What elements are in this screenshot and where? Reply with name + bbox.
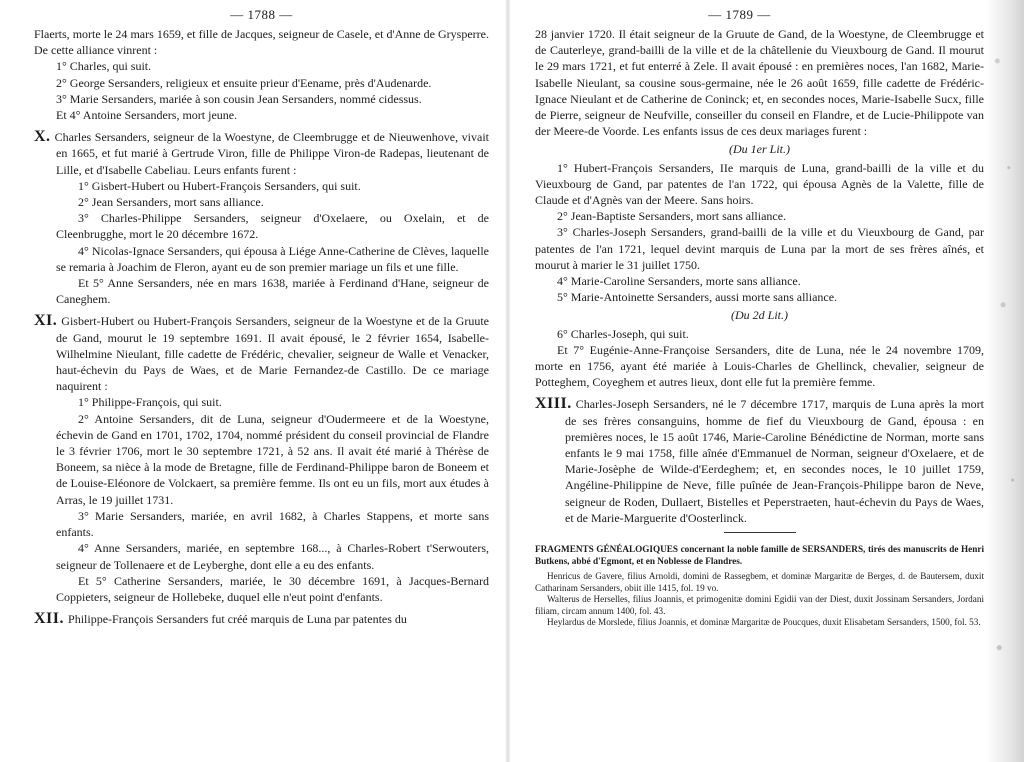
generation-x xyxy=(34,128,489,307)
list-item: 4° Nicolas-Ignace Sersanders, qui épousa à Liége Anne-Catherine de Clèves, laquelle se remaria à Joachim de Fleron, ayant eu de son premier mariage un fils et une fille. xyxy=(56,243,489,274)
generation-text: Philippe-François Sersanders fut créé marquis de Luna par patentes du xyxy=(68,612,407,627)
left-page-number: — 1788 — xyxy=(230,7,293,22)
paragraph: 28 janvier 1720. Il était seigneur de la Gruute de Gand, de la Woestyne, de Cleembrugge et de Cauterleye, grand-bailli de la ville et de la châtellenie du Vieuxbourg de Gand. Il mourut le 29 mars 1721, et fut enterré à Zele. Il avait épousé : en premières noces, l'an 1682, Marie-Isabelle Nieulant, sa cousine sous-germaine, née le 26 août 1659, fille cadette de Frédéric-Ignace Nieulant et de Catherine de Coninck; et, en secondes noces, Marie-Isabelle Sucx, fille de Pierre, seigneur de Neufville, conseiller du conseil en Flandre, et de Lucie-Philippote van der Meere-de Voorde. Les enfants issus de ces deux mariages furent : xyxy=(535,27,984,139)
list-item: 6° Charles-Joseph, qui suit. xyxy=(557,326,689,341)
generation-text: Gisbert-Hubert ou Hubert-François Sersanders, seigneur de la Woestyne et de la Gruute de Gand, mourut le 19 septembre 1691. Il avait épousé, le 2 février 1654, Isabelle-Wilhelmine Nieulant, fille cadette de Frédéric, chevalier, seigneur de Walle et Venacker, haut-échevin du Pays de Waes, et de Marie Fernandez-de Castillo. De ce mariage naquirent : xyxy=(56,314,489,394)
list-item: 2° Antoine Sersanders, dit de Luna, seigneur d'Oudermeere et de la Woestyne, échevin de Gand en 1701, 1702, 1704, nommé président du conseil provincial de Flandre le 3 février 1706, mort le 30 septembre 1721, à 52 ans. Il avait été marié à Thérèse de Boneem, sa nièce à la mode de Bretagne, fille de Ferdinand-Philippe baron de Boneem et de Louise-Eléonore de Volckaert, sa première femme. Ils ont eu un fils, mort aux études à Arras, le 19 juillet 1731. xyxy=(56,411,489,507)
left-page xyxy=(0,0,507,762)
list-item: 4° Marie-Caroline Sersanders, morte sans alliance. xyxy=(557,274,801,289)
generation-xi xyxy=(34,312,489,605)
fragment-line: Heylardus de Morslede, filius Joannis, et dominæ Margaritæ de Poucques, duxit Elisabetam Sersanders, 1500, fol. 53. xyxy=(547,617,981,628)
marriage-heading: (Du 1er Lit.) xyxy=(729,142,790,157)
list-item: 1° Hubert-François Sersanders, IIe marquis de Luna, grand-bailli de la ville et du Vieuxbourg de Gand, par patentes de l'an 1722, qui épousa Agnès de la Valette, fille de Claude et d'Agnès van der Meere. Sans hoirs. xyxy=(535,160,984,208)
right-page-number: — 1789 — xyxy=(708,7,771,22)
generation-text: Charles-Joseph Sersanders, né le 7 décembre 1717, marquis de Luna après la mort de ses frères consanguins, homme de fief du Vieuxbourg de Gand, épousa : en premières noces, le 15 août 1746, Marie-Caroline Bénédictine de Norman, morte sans enfants le 9 mai 1758, fille aînée d'Emmanuel de Norman, seigneur d'Oxelaere, et de Marie-Josèphe de Wilde-d'Eerdeghem; et, en secondes noces, le 10 juillet 1759, Angéline-Philippine de Neve, fille puînée de Jean-François-Philippe baron de Neve, seigneur de Roden, Dullaert, Bistelles et Peperstraeten, haut-échevin du Pays de Waes, et de Marie-Marguerite d'Oosterlinck. xyxy=(565,397,984,525)
list-item: Et 5° Catherine Sersanders, mariée, le 30 décembre 1691, à Jacques-Bernard Coppieters, seigneur de Hollebeke, duquel elle n'eut point d'enfants. xyxy=(56,573,489,604)
generation-numeral: XIII. xyxy=(535,395,572,413)
right-page xyxy=(507,0,1024,762)
generation-numeral: XI. xyxy=(34,312,58,330)
scan-edge-shadow xyxy=(986,0,1024,762)
fragment-line: Walterus de Herselles, filius Joannis, et primogenitæ domini Egidii van der Diest, duxit Jossinam Sersanders, Jordani filiam, circam annum 1400, fol. 43. xyxy=(535,594,984,616)
list-item: 2° George Sersanders, religieux et ensuite prieur d'Eename, près d'Audenarde. xyxy=(56,75,432,90)
list-item: 1° Gisbert-Hubert ou Hubert-François Sersanders, qui suit. xyxy=(78,178,361,193)
marriage-heading: (Du 2d Lit.) xyxy=(731,308,788,323)
generation-text: Charles Sersanders, seigneur de la Woestyne, de Cleembrugge et de Nieuwenhove, vivait en 1665, et fut marié à Gertrude Viron, fille de Philippe Viron-de Radepas, lieutenant de Lille, et d'Isabelle Cabeliau. Leurs enfants furent : xyxy=(54,130,489,177)
list-item: Et 5° Anne Sersanders, née en mars 1638, mariée à Ferdinand d'Hane, seigneur de Caneghem. xyxy=(56,276,489,307)
section-divider xyxy=(724,532,796,533)
list-item: 5° Marie-Antoinette Sersanders, aussi morte sans alliance. xyxy=(557,290,838,305)
generation-numeral: XII. xyxy=(34,610,65,628)
list-item: 1° Philippe-François, qui suit. xyxy=(78,395,222,410)
paragraph: Flaerts, morte le 24 mars 1659, et fille de Jacques, seigneur de Casele, et d'Anne de Grysperre. De cette alliance vinrent : xyxy=(34,27,489,58)
list-item: 4° Anne Sersanders, mariée, en septembre 168..., à Charles-Robert t'Serwouters, seigneur de Tollenaere et de Leyberghe, dont elle a eu des enfants. xyxy=(56,541,489,572)
list-item: 3° Marie Sersanders, mariée à son cousin Jean Sersanders, nommé cidessus. xyxy=(56,91,422,106)
list-item: 2° Jean Sersanders, mort sans alliance. xyxy=(78,195,264,210)
list-item: Et 7° Eugénie-Anne-Françoise Sersanders, dite de Luna, née le 24 novembre 1709, morte en 1756, ayant été mariée à Louis-Charles de Ghellinck, chevalier, seigneur de Potteghem, Coyeghem et autres lieux, dont elle fut la première femme. xyxy=(535,342,984,390)
list-item: 1° Charles, qui suit. xyxy=(56,59,152,74)
list-item: 3° Charles-Joseph Sersanders, grand-bailli de la ville et du Vieuxbourg de Gand, par patentes de l'an 1721, lequel devint marquis de Luna par la mort de ses frères aînés, et mourut à marier le 31 juillet 1750. xyxy=(535,225,984,272)
list-item: Et 4° Antoine Sersanders, mort jeune. xyxy=(56,108,238,123)
generation-xii xyxy=(34,610,489,628)
fragments-title: FRAGMENTS GÉNÉALOGIQUES concernant la noble famille de SERSANDERS, tirés des manuscrits de Henri Butkens, abbé d'Egmont, et en Noblesse de Flandres. xyxy=(535,544,984,567)
list-item: 2° Jean-Baptiste Sersanders, mort sans alliance. xyxy=(557,209,787,224)
fragment-line: Henricus de Gavere, filius Arnoldi, domini de Rassegbem, et dominæ Margaritæ de Berges, d. de Bautersem, duxit Catharinam Sersanders, obiit ille 1415, fol. 19 vo. xyxy=(535,571,984,593)
list-item: 3° Charles-Philippe Sersanders, seigneur d'Oxelaere, ou Oxelain, et de Cleenbrugghe, mort le 20 décembre 1672. xyxy=(56,211,489,242)
list-item: 3° Marie Sersanders, mariée, en avril 1682, à Charles Stappens, et morte sans enfants. xyxy=(56,508,489,540)
generation-xiii xyxy=(535,395,984,526)
generation-numeral: X. xyxy=(34,128,51,146)
